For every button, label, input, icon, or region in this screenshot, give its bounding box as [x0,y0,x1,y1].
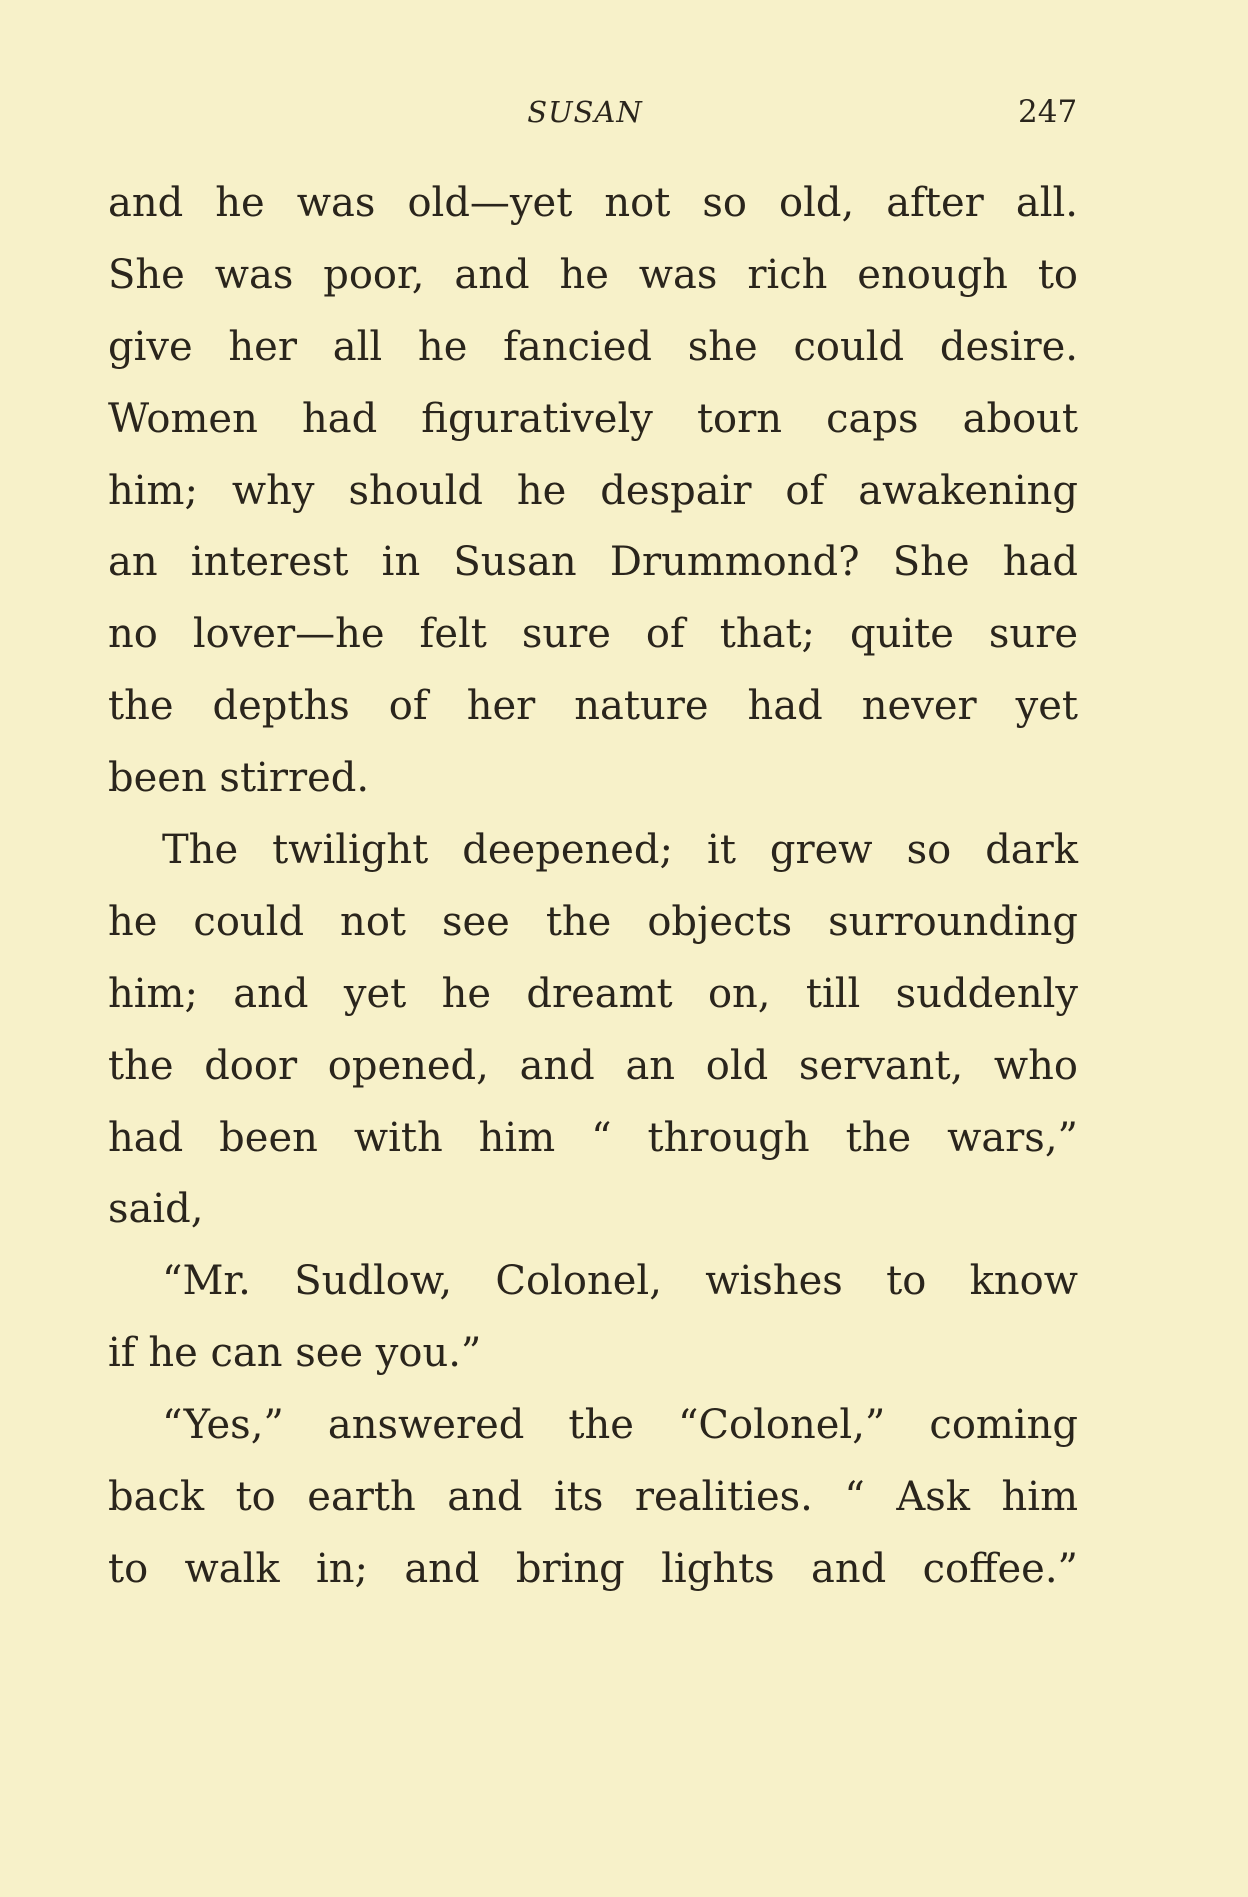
text-line: him; why should he despair of awakening [108,467,1078,514]
text-line: him; and yet he dreamt on, till suddenly [108,970,1078,1017]
text-line: give her all he fancied she could desire. [108,323,1078,370]
text-line: the depths of her nature had never yet [108,683,1078,730]
text-line: said, [108,1186,204,1233]
text-line: “Mr. Sudlow, Colonel, wishes to know [162,1258,1078,1305]
text-line: had been with him “ through the wars,” [108,1114,1078,1161]
text-line: if he can see you.” [108,1330,482,1377]
body-text [108,168,1078,1606]
text-line: no lover—he felt sure of that; quite sure [108,611,1078,658]
page-number: 247 [1018,94,1078,130]
text-line: been stirred. [108,755,370,802]
text-line: Women had figuratively torn caps about [108,395,1078,442]
text-line: to walk in; and bring lights and coffee.” [108,1545,1078,1592]
running-title: SUSAN [527,95,643,129]
text-line: She was poor, and he was rich enough to [108,251,1078,298]
text-line: and he was old—yet not so old, after all. [108,180,1078,226]
text-line: an interest in Susan Drummond? She had [108,539,1078,586]
text-line: he could not see the objects surrounding [108,898,1078,945]
text-line: “Yes,” answered the “Colonel,” coming [162,1402,1078,1449]
text-line: The twilight deepened; it grew so dark [162,827,1078,874]
text-line: back to earth and its realities. “ Ask him [108,1474,1078,1521]
text-line: the door opened, and an old servant, who [108,1042,1078,1089]
running-header [0,92,1248,132]
